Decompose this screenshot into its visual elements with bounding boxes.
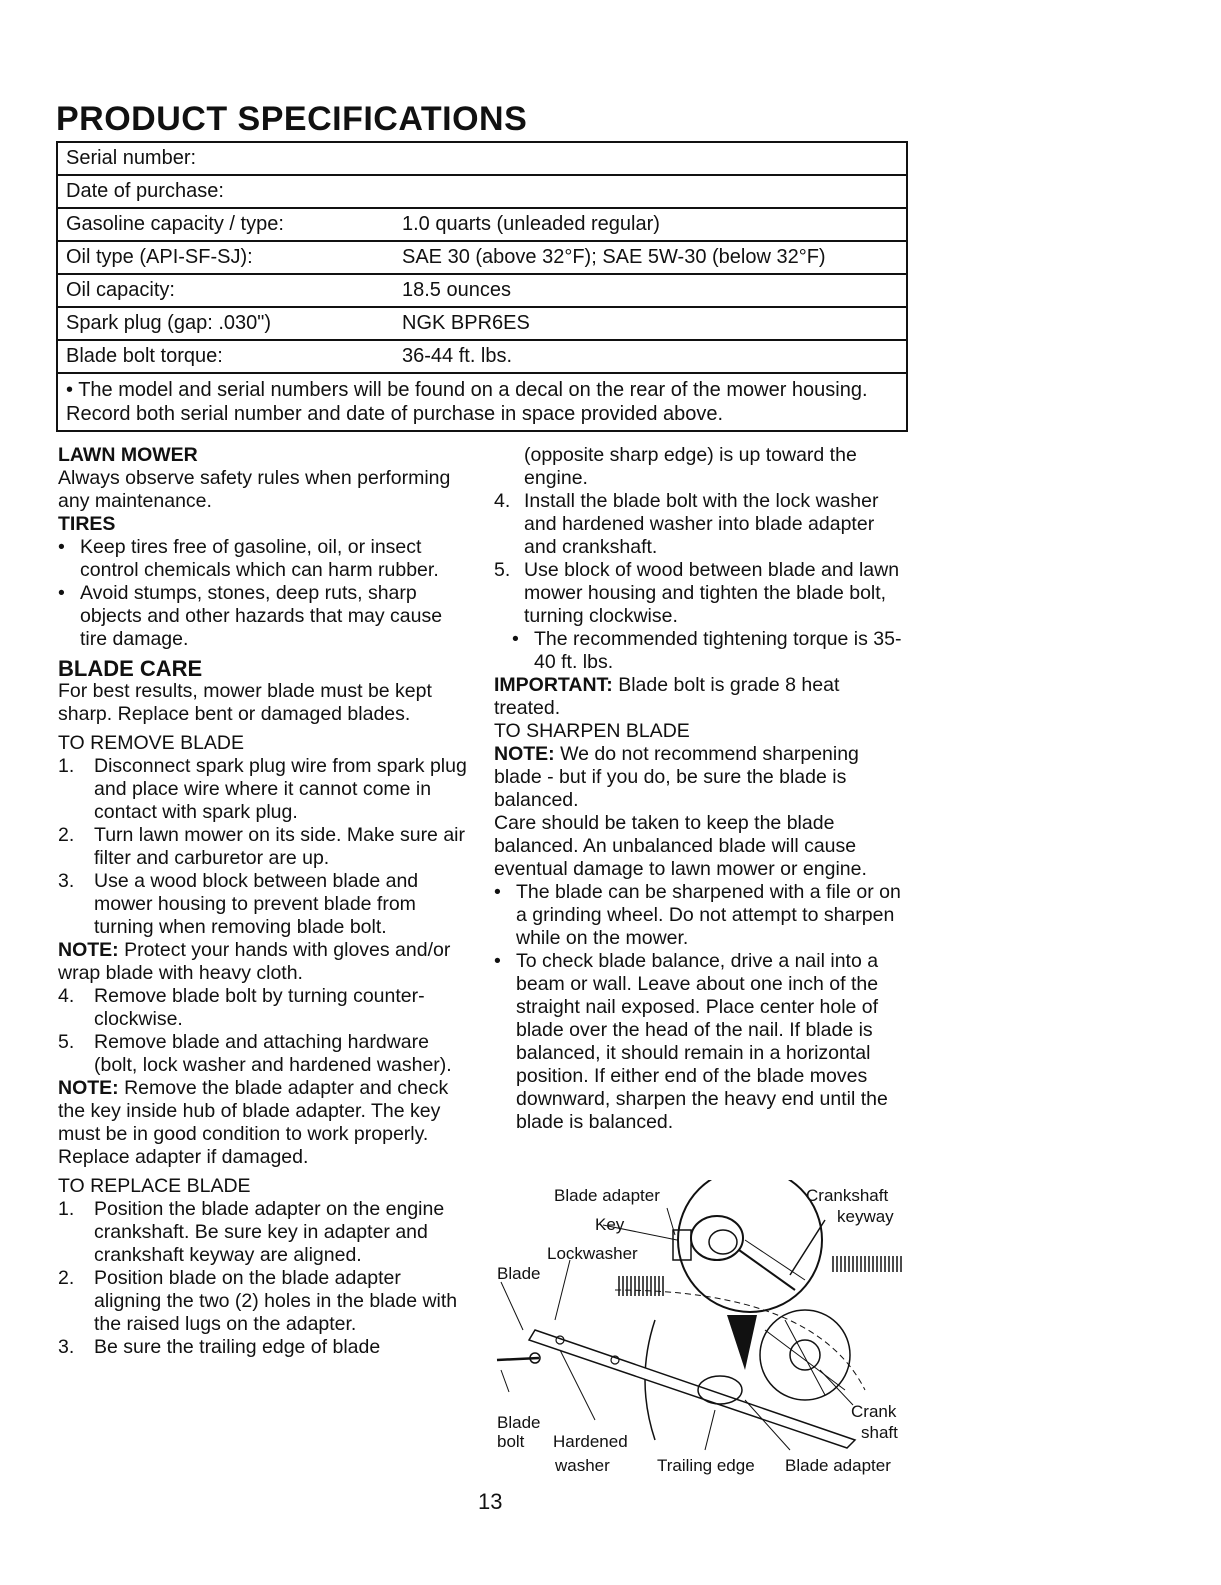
spec-row (58, 143, 906, 176)
spec-value: SAE 30 (above 32°F); SAE 5W-30 (below 32°F) (402, 246, 826, 268)
label-washer: washer (555, 1456, 610, 1475)
label-lockwasher: Lockwasher (547, 1244, 638, 1263)
list-item: 2. Position blade on the blade adapter aligning the two (2) holes in the blade with the raised lugs on the adapter. (58, 1267, 458, 1335)
label-crank: Crank (851, 1402, 897, 1421)
label-crankshaft: Crankshaft (806, 1186, 889, 1205)
spec-value: 18.5 ounces (402, 279, 511, 301)
spec-table (56, 141, 908, 432)
spec-row (58, 242, 906, 275)
spec-row (58, 308, 906, 341)
lawnmower-text: Always observe safety rules when performing any maintenance. (58, 467, 451, 512)
list-item: 4. Install the blade bolt with the lock washer and hardened washer into blade adapter and crankshaft. (494, 490, 879, 558)
label-trailing-edge: Trailing edge (657, 1456, 755, 1475)
page-title: PRODUCT SPECIFICATIONS (56, 100, 528, 138)
list-item: • To check blade balance, drive a nail into a beam or wall. Leave about one inch of the straight nail exposed. Place center hole of blade over the head of the nail. If blade is balanced, it should remain in a horizontal position. If either end of the blade moves downward, sharpen the heavy end until the blade is balanced. (494, 950, 888, 1133)
list-item: 5. Use block of wood between blade and lawn mower housing and tighten the blade bolt, turning clockwise. (494, 559, 900, 627)
list-item: 1. Position the blade adapter on the engine crankshaft. Be sure key in adapter and crankshaft keyway are aligned. (58, 1198, 445, 1266)
spec-label: Blade bolt torque: (66, 345, 223, 367)
spec-value: NGK BPR6ES (402, 312, 530, 334)
spec-note: • The model and serial numbers will be found on a decal on the rear of the mower housing. Record both serial number and date of purchase in space provided above. (66, 379, 868, 425)
important-paragraph: IMPORTANT: Blade bolt is grade 8 heat treated. (494, 674, 840, 719)
label-shaft: shaft (861, 1423, 898, 1442)
lawnmower-heading: LAWN MOWER (58, 444, 198, 466)
left-column (58, 444, 468, 1359)
sharpen-heading: TO SHARPEN BLADE (494, 720, 690, 742)
blade-care-text: For best results, mower blade must be kept sharp. Replace bent or damaged blades. (58, 680, 432, 725)
list-item: 4. Remove blade bolt by turning counter-clockwise. (58, 985, 425, 1030)
note-paragraph: NOTE: Protect your hands with gloves and/or wrap blade with heavy cloth. (58, 939, 451, 984)
spec-label: Gasoline capacity / type: (66, 213, 284, 235)
spec-label: Oil type (API-SF-SJ): (66, 246, 253, 268)
label-keyway: keyway (837, 1207, 894, 1226)
list-item: • Keep tires free of gasoline, oil, or insect control chemicals which can harm rubber. (58, 536, 439, 581)
spec-row (58, 275, 906, 308)
care-text: Care should be taken to keep the blade balanced. An unbalanced blade will cause eventual damage to lawn mower or engine. (494, 812, 867, 880)
blade-assembly-diagram (495, 1180, 915, 1480)
spec-value: 1.0 quarts (unleaded regular) (402, 213, 660, 235)
spec-label: Serial number: (66, 147, 197, 169)
note-paragraph: NOTE: Remove the blade adapter and check the key inside hub of blade adapter. The key must be in good condition to work properly. Replace adapter if damaged. (58, 1077, 449, 1168)
label-key: Key (595, 1215, 625, 1234)
blade-care-heading: BLADE CARE (58, 656, 203, 681)
spec-row (58, 209, 906, 242)
spec-row (58, 341, 906, 374)
tires-heading: TIRES (58, 513, 116, 535)
spec-label: Oil capacity: (66, 279, 175, 301)
spec-row (58, 176, 906, 209)
spec-value: 36-44 ft. lbs. (402, 345, 513, 367)
list-item: • The blade can be sharpened with a file or on a grinding wheel. Do not attempt to sharpen while on the mower. (494, 881, 901, 949)
label-blade-adapter-bottom: Blade adapter (785, 1456, 891, 1475)
list-item: 1. Disconnect spark plug wire from spark plug and place wire where it cannot come in contact with spark plug. (58, 755, 467, 823)
continued-text: (opposite sharp edge) is up toward the engine. (524, 444, 857, 489)
label-blade-bolt: Blade (497, 1413, 541, 1432)
label-hardened: Hardened (553, 1432, 628, 1451)
spec-label: Spark plug (gap: .030") (66, 312, 271, 334)
list-item: 5. Remove blade and attaching hardware (bolt, lock washer and hardened washer). (58, 1031, 452, 1076)
remove-heading: TO REMOVE BLADE (58, 732, 245, 754)
note-paragraph: NOTE: We do not recommend sharpening blade - but if you do, be sure the blade is balanced. (494, 743, 859, 811)
list-item: • Avoid stumps, stones, deep ruts, sharp objects and other hazards that may cause tire damage. (58, 582, 443, 650)
spec-label: Date of purchase: (66, 180, 224, 202)
page-number: 13 (478, 1489, 503, 1514)
label-blade: Blade (497, 1264, 541, 1283)
replace-heading: TO REPLACE BLADE (58, 1175, 251, 1197)
label-bolt: bolt (497, 1432, 525, 1451)
label-blade-adapter-top: Blade adapter (554, 1186, 660, 1205)
list-item: 3. Be sure the trailing edge of blade (58, 1336, 381, 1358)
list-item: • The recommended tightening torque is 35-40 ft. lbs. (512, 628, 902, 673)
list-item: 3. Use a wood block between blade and mower housing to prevent blade from turning when removing blade bolt. (58, 870, 419, 938)
right-column (494, 444, 906, 1134)
list-item: 2. Turn lawn mower on its side. Make sure air filter and carburetor are up. (58, 824, 465, 869)
